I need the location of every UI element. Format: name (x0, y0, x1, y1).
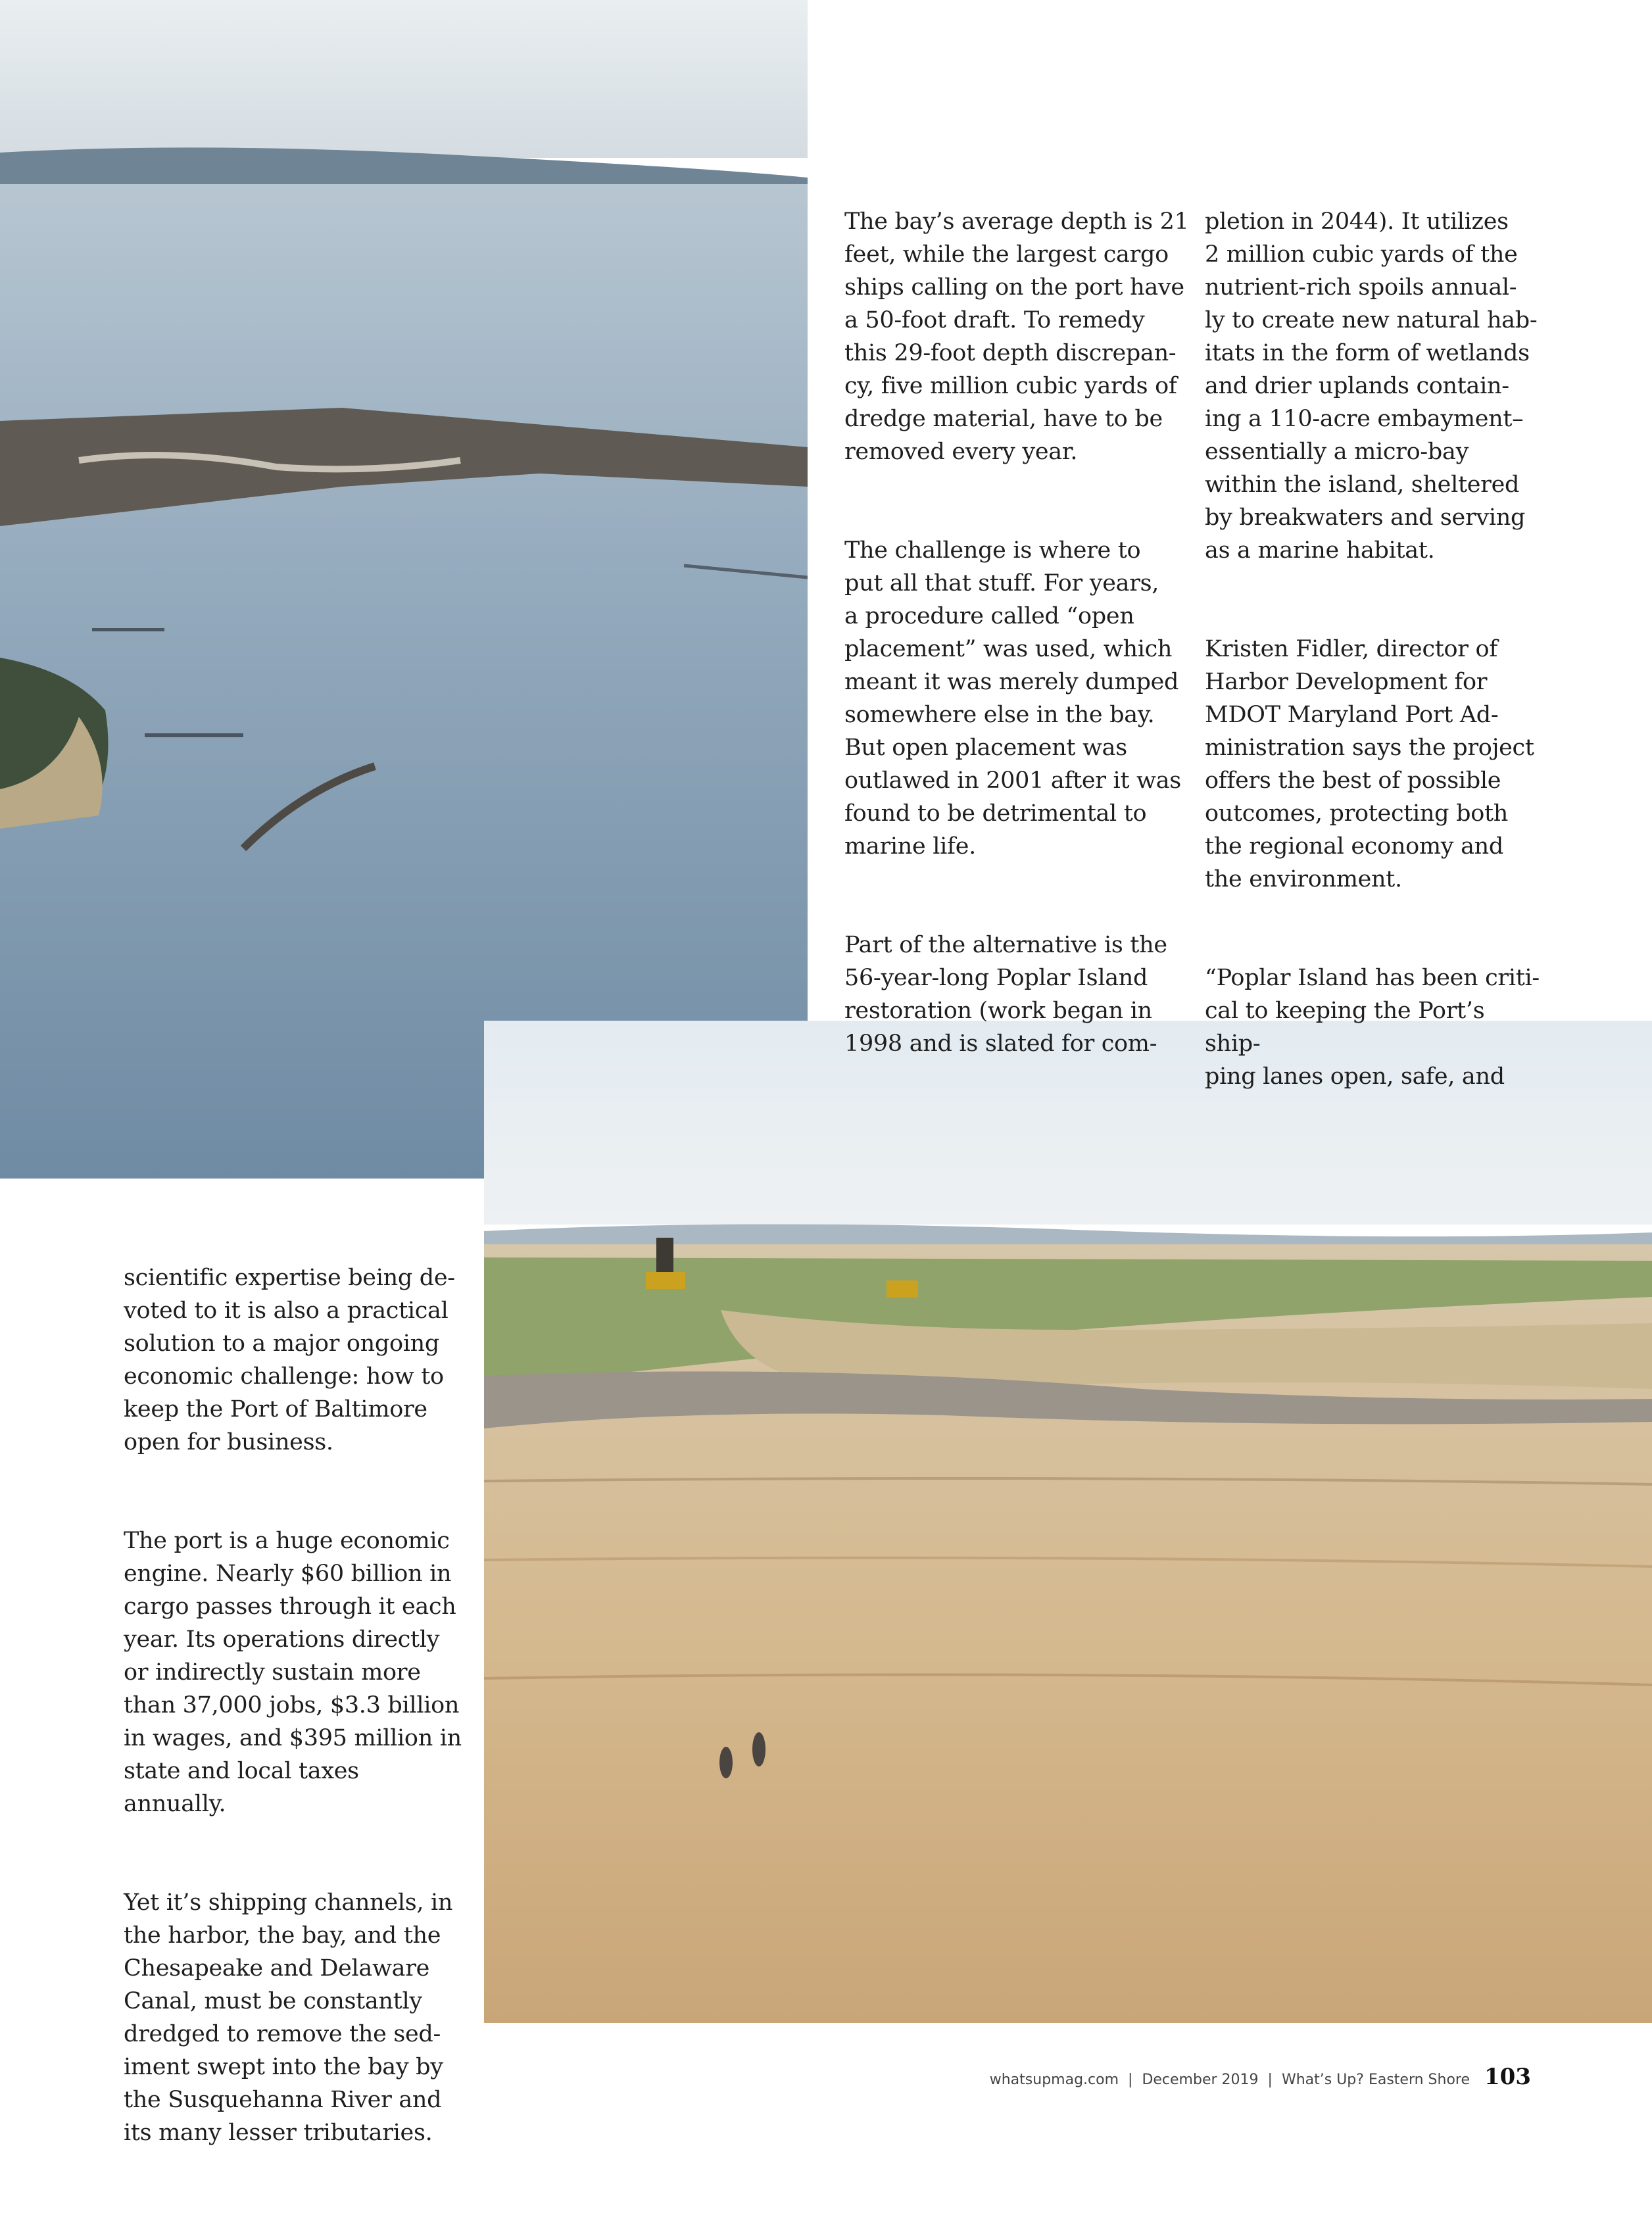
article-column-2 (1205, 172, 1547, 1159)
paragraph: Yet it’s shipping channels, in the harbor, the bay, and the Chesapeake and Delaware Canal, must be constantly dredged to remove the sed- iment swept into the bay by the Susquehanna River and its many lesser tributaries. (124, 1889, 453, 2146)
page-number: 103 (1484, 2064, 1531, 2090)
article-column-3 (124, 1229, 466, 2215)
paragraph: Kristen Fidler, director of Harbor Development for MDOT Maryland Port Ad- ministration says the project offers the best of possible outcomes, protecting both the regional economy and the environment. (1205, 636, 1534, 892)
paragraph: The port is a huge economic engine. Nearly $60 billion in cargo passes through it each year. Its operations directly or indirectly sustain more than 37,000 jobs, $3.3 billion in wages, and $395 million in state and local taxes annually. (124, 1528, 462, 1817)
restoration-site-photo (484, 1021, 1652, 2023)
footer-separator: | (1128, 2072, 1133, 2088)
paragraph: The challenge is where to put all that stuff. For years, a procedure called “open placement” was used, which meant it was merely dumped somewhere else in the bay. But open placement was outlawed in 2001 after it was found to be detrimental to marine life. (844, 537, 1181, 860)
article-column-1 (844, 172, 1193, 1126)
aerial-bay-photo (0, 0, 808, 1179)
paragraph: pletion in 2044). It utilizes 2 million cubic yards of the nutrient-rich spoils annual- ly to create new natural hab- itats in the form of wetlands and drier uplands contain- ing a 110-acre embayment– essentially a micro-bay within the island, sheltered by breakwaters and serving as a marine habitat. (1205, 208, 1538, 564)
footer-issue: December 2019 (1142, 2072, 1259, 2088)
page-footer (990, 2064, 1531, 2093)
footer-site[interactable]: whatsupmag.com (989, 2072, 1119, 2088)
paragraph: “Poplar Island has been criti- cal to keeping the Port’s ship- ping lanes open, safe, and (1205, 965, 1540, 1090)
paragraph: Part of the alternative is the 56-year-long Poplar Island restoration (work began in 1998 and is slated for com- (844, 932, 1167, 1057)
paragraph: scientific expertise being de- voted to it is also a practical solution to a major ongoing economic challenge: how to keep the Port of Baltimore open for business. (124, 1265, 455, 1455)
footer-separator: | (1267, 2072, 1273, 2088)
footer-publication: What’s Up? Eastern Shore (1281, 2072, 1470, 2088)
paragraph: The bay’s average depth is 21 feet, while the largest cargo ships calling on the port have a 50-foot draft. To remedy this 29-foot depth discrepan- cy, five million cubic yards of dredge material, have to be removed every year. (844, 208, 1189, 465)
